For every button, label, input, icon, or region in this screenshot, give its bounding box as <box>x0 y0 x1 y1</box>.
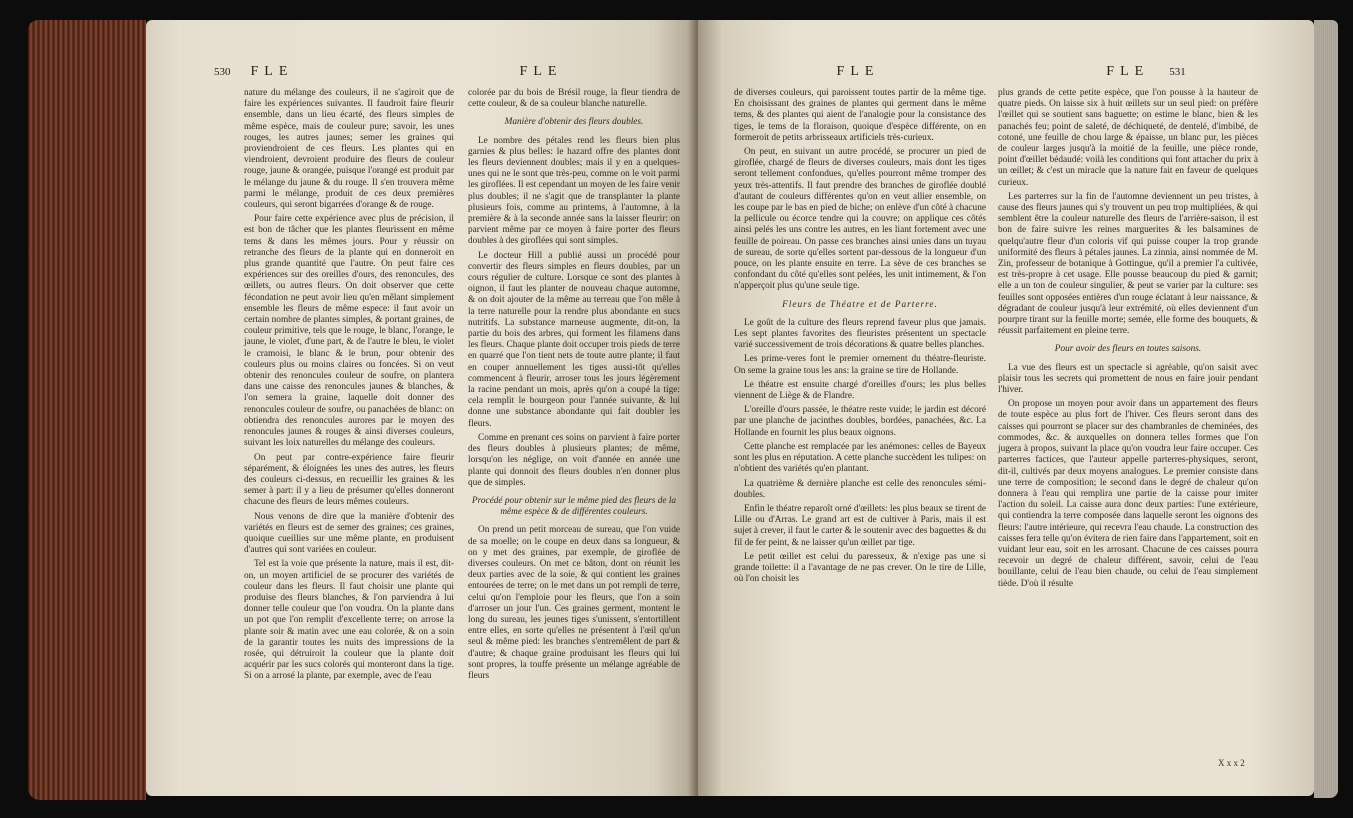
paragraph: Enfin le théatre reparoît orné d'œillets: les plus beaux se tirent de Lille ou d'Arras. Le grand art est de cultiver à Paris, mais il est sujet à crever, il faut le carter & le soutenir avec des baguettes & du fil de fer peint, & ne laisser qu'un œillet par tige. <box>734 503 986 548</box>
right-column-1 <box>734 88 986 588</box>
open-book <box>28 14 1338 806</box>
paragraph: Le goût de la culture des fleurs reprend faveur plus que jamais. Les sept plantes favorites des fleuristes présentent un spectacle varié successivement de trois décorations & quatre belles planches. <box>734 317 986 351</box>
paragraph: de diverses couleurs, qui paroissent toutes partir de la même tige. En choisissant des graines de plantes qui germent dans le même tems, & des plantes qui aient de l'analogie pour la consistance des tiges, le tems de la floraison, quoique d'espèce différente, on en formeroit de petits arbrisseaux artificiels très-curieux. <box>734 88 986 143</box>
paragraph: plus grands de cette petite espèce, que l'on pousse à la hauteur de quatre pieds. On laisse six à huit œillets sur un seul pied: on préfère l'œillet qui se soutient sans baguette; on estime le blanc, bien & les panachés feu; point de saleté, de déchiqueté, de dentelé, d'imbibé, de cotoné, une feuille de chou large & épaisse, un blanc pur, les pièces de couleur larges jusqu'à la moitié de la feuille, une pièce ronde, point d'œillet bédaudé: voilà les conditions qui font attacher du prix à un œillet; & c'est un miracle que la nature fait en faveur de quelques curieux. <box>998 88 1258 188</box>
left-page <box>146 20 698 796</box>
left-column-1 <box>244 88 454 686</box>
section-heading: Pour avoir des fleurs en toutes saisons. <box>1054 344 1202 355</box>
right-page <box>698 20 1314 796</box>
paragraph: Le docteur Hill a publié aussi un procédé pour convertir des fleurs simples en fleurs doubles, par un cours régulier de culture. Lorsque ce sont des plantes à oignon, il faut les planter de nouveau chaque automne, & on doit ajouter de la même au terreau que l'on mêle à la terre naturelle pour la rendre plus abondante en sucs nutritifs. La substance marneuse augmente, dit-on, la partie du bois des arbres, qui forment les filamens dans les fleurs. Chaque plante doit occuper trois pieds de terre en quarré que l'on tient nets de toute autre plante; il faut en couper annuellement les tiges aussi-tôt qu'elles commencent à fleurir, arroser tous les jours légèrement la racine pendant un mois, après qu'on a coupé la tige: cela remplit le bourgeon pour l'année suivante, & lui donne une substance abondante qui fait doubler les fleurs. <box>468 250 680 429</box>
paragraph: Le théatre est ensuite chargé d'oreilles d'ours; les plus belles viennent de Liège & de Flandre. <box>734 379 986 402</box>
paragraph: Le petit œillet est celui du paresseux, & n'exige pas une si grande toilette: il a l'avantage de ne pas crever. On le tire de Lille, où l'on choisit les <box>734 551 986 585</box>
book-edge-left <box>28 20 146 800</box>
left-page-number: 530 <box>214 66 231 78</box>
paragraph: Nous venons de dire que la manière d'obtenir des variétés en fleurs est de semer des graines; ces graines, quoique cueillies sur une même plante, en produisent d'autres qui sont variées en couleur. <box>244 511 454 556</box>
left-header-col1: 530 FLE <box>214 64 294 79</box>
left-column-2 <box>468 88 680 685</box>
section-heading: Fleurs de Théatre et de Parterre. <box>782 299 938 310</box>
paragraph: La vue des fleurs est un spectacle si agréable, qu'on saisit avec plaisir tous les secrets qui promettent de nous en faire jouir pendant l'hiver. <box>998 362 1258 396</box>
paragraph: Comme en prenant ces soins on parvient à faire porter des fleurs doubles à plusieurs plantes; de même, lorsqu'on les néglige, on voit d'année en année une plante qui donnoit des fleurs doubles n'en donner plus que de simples. <box>468 432 680 488</box>
left-header-col2: FLE <box>519 64 563 79</box>
paragraph: Le nombre des pétales rend les fleurs bien plus garnies & plus belles: le hazard offre des plantes dont les fleurs deviennent doubles; mais il y en a quelques-unes qui ne le sont que très-peu, comme on le voit parmi les giroflées. Il est cependant un moyen de les faire venir plus doubles; il ne s'agit que de transplanter la plante plusieurs fois, comme au printems, à l'automne, à la première & à la seconde année sans la laisser fleurir: on parvient même par ce moyen à faire porter des fleurs doubles à des giroflées qui sont simples. <box>468 135 680 247</box>
paragraph: On peut par contre-expérience faire fleurir séparément, & éloignées les unes des autres, les fleurs des couleurs ci-dessus, en recueillir les graines & les semer à part: il y a lieu de présumer qu'elles donneront chacune des fleurs de leurs mêmes couleurs. <box>244 452 454 508</box>
right-page-number: 531 <box>1169 66 1186 78</box>
paragraph: On propose un moyen pour avoir dans un appartement des fleurs de toute espèce au plus fort de l'hiver. Ces fleurs seront dans des caisses qui pourront se placer sur des chambranles de cheminées, des commodes, &c. & auxquelles on donnera telles formes que l'on jugera à propos, suivant la place qu'on voudra leur faire occuper. Ces parterres factices, que l'auteur appelle parterres-physiques, seront, dit-il, cultivés par deux moyens analogues. Le premier consiste dans une terre de composition; le second dans le degré de chaleur qu'on donnera à l'eau qui remplira une partie de la caisse pour imiter l'action du soleil. La caisse aura donc deux parties: l'une extérieure, qui contiendra la terre composée dans laquelle seront les oignons des fleurs: l'autre intérieure, qui recevra l'eau chaude. La construction des caisses fera telle qu'on évitera de rien faire dans l'appartement, soit en vuidant leur eau, soit en les arrosant. Chacune de ces caisses pourra recevoir un degré de chaleur différent, savoir, celui de l'eau bouillante, celui de l'eau bien chaude, ou celui de l'eau simplement tiède. D'où il résulte <box>998 399 1258 589</box>
right-header-col2: FLE 531 <box>1106 64 1186 79</box>
right-column-2 <box>998 88 1258 593</box>
paragraph: Les prime-veres font le premier ornement du théatre-fleuriste. On seme la graine tous les ans: la graine se tire de Hollande. <box>734 354 986 376</box>
section-heading: Procédé pour obtenir sur le même pied des fleurs de la même espèce & de différentes couleurs. <box>471 495 677 518</box>
book-edge-right <box>1314 20 1338 798</box>
paragraph: Tel est la voie que présente la nature, mais il est, dit-on, un moyen artificiel de se procurer des variétés de couleur dans les fleurs. Il faut choisir une plante qui produise des fleurs blanches, & l'on parviendra à lui donner telle couleur que l'on voudra. On la plante dans un pot que l'on remplit d'excellente terre; on arrose la plante soir & matin avec une eau colorée, & on a soin de la garantir toutes les nuits des impressions de la rosée, qui détruiroit la couleur que la plante doit acquérir par les sucs colorés qui monteront dans la tige. Si on a arrosé la plante, par exemple, avec de l'eau <box>244 559 454 682</box>
paragraph: Les parterres sur la fin de l'automne deviennent un peu tristes, à cause des fleurs jaunes qui s'y trouvent un peu trop multipliées, & qui semblent être la couleur naturelle des fleurs de l'arrière-saison, il est bon de faire suivre les reines marguerites & les balsamines de quelqu'autre fleur d'un coloris vif qui puisse couper la trop grande uniformité des fleurs à pétales jaunes. La zinnia, ainsi nommée de M. Zin, professeur de botanique à Gottingue, qu'il a premier l'a cultivée, est très-propre à cet usage. Elle pousse beaucoup du pied & garnit; elle a un ton de couleur singulier, & peut se varier par la culture: ses feuilles sont opposées entières d'un rouge éclatant à leur naissance, & dégradant de couleur jusqu'à leur extrémité, où elles deviennent d'un pourpre tirant sur la feuille morte; semée, elle forme des bouquets, & réussit parfaitement en pleine terre. <box>998 191 1258 337</box>
paragraph: On peut, en suivant un autre procédé, se procurer un pied de giroflée, chargé de fleurs de diverses couleurs, mais dont les tiges seront tellement confondues, qu'elles pourront même tromper des yeux très-attentifs. Il faut prendre des branches de giroflée doublé d'autant de couleurs différentes qu'on en veut allier ensemble, on les coupe par le bas en pied de biche; on enlève d'un côté à chacune la pellicule ou écorce tendre qui la couvre; on applique ces côtés ainsi pelés les uns contre les autres, en les liant fortement avec une feuille de poireau. On passe ces branches ainsi unies dans un tuyau de sureau, de sorte qu'elles sortent par-dessous de la longueur d'un pouce, on les plante ensuite en terre. La sève de ces branches se confondant du côté qu'elles sont pelées, les unit intimement, & l'on n'apperçoit plus qu'une seule tige. <box>734 147 986 292</box>
paragraph: Pour faire cette expérience avec plus de précision, il est bon de tâcher que les plantes fleurissent en même tems & dans les mêmes jours. Pour y réussir on retranche des fleurs de la plante qui en donneroit en plus grande quantité que l'autre. On peut faire ces expériences sur des oreilles d'ours, des renoncules, des œillets, ou autres fleurs. On doit observer que cette fécondation ne peut avoir lieu qu'en mêlant simplement ensemble les fleurs de même espece: il faut avoir un certain nombre de plantes simples, & portant graines, de couleur primitive, tels que le rouge, le blanc, l'orange, le jaune, le violet, d'une part, & de l'autre le bleu, le violet le cramoisi, le blanc & le brun, pour obtenir des couleurs plus ou moins claires ou foncées. Si on veut obtenir des renoncules couleur de soufre, on plantera dans une caisse des renoncules jaunes & blanches, & l'on semera la graine, laquelle doit donner des renoncules couleur de soufre, ou panachées de blanc: on obtiendra des renoncules aurores par le moyen des renoncules jaunes & rouges & ainsi diverses couleurs, suivant les loix naturelles du mélange des couleurs. <box>244 214 454 449</box>
paragraph: colorée par du bois de Brésil rouge, la fleur tiendra de cette couleur, & de sa couleur blanche naturelle. <box>468 88 680 110</box>
signature-mark: X x x 2 <box>1218 758 1245 768</box>
paragraph: La quatrième & dernière planche est celle des renoncules sémi-doubles. <box>734 478 986 500</box>
paragraph: nature du mélange des couleurs, il ne s'agiroit que de faire les expériences suivantes. Il faudroit faire fleurir ensemble, dans un lieu écarté, des fleurs simples de même espèce, mais de couleur pure; savoir, les unes rouges, les autres jaunes; semer les graines qui proviendroient de ces fleurs. Les plantes qui en viendroient, devroient produire des fleurs de couleur rouge, jaune & orangée, puisque l'orangé est produit par le mélange du jaune & du rouge. Il s'en trouvera même parmi le mélange, produit de ces deux premières couleurs, qui seront bigarrées d'orange & de rouge. <box>244 88 454 211</box>
paragraph: L'oreille d'ours passée, le théatre reste vuide; le jardin est décoré par une planche de jacinthes doubles, bordées, panachées, &c. La Hollande en fournit les plus beaux oignons. <box>734 405 986 438</box>
right-header-col1: FLE <box>836 64 880 79</box>
section-heading: Manière d'obtenir des fleurs doubles. <box>504 117 644 128</box>
paragraph: Cette planche est remplacée par les anémones: celles de Bayeux sont les plus en réputation. A cette planche succèdent les tulipes: on n'obtient des variétés qu'en plantant. <box>734 441 986 475</box>
paragraph: On prend un petit morceau de sureau, que l'on vuide de sa moelle; on le coupe en deux dans sa longueur, & on y met des graines, par exemple, de giroflée de diverses couleurs. On met ce bâton, dont on réunit les deux parties avec de la soie, & qui contient les graines entourées de terre; on le met dans un pot rempli de terre, celui qu'on l'emploie pour les fleurs, que l'on a soin d'arroser un jour l'un. Ces graines germent, montent le long du sureau, les jeunes tiges s'unissent, s'entortillent entre elles, en sorte qu'elles ne présentent à l'œil qu'un seul & même pied: les branches s'entremêlent de part & d'autre; & chaque graine produisant les fleurs qui lui sont propres, la touffe présente un mélange agréable de fleurs <box>468 525 680 681</box>
